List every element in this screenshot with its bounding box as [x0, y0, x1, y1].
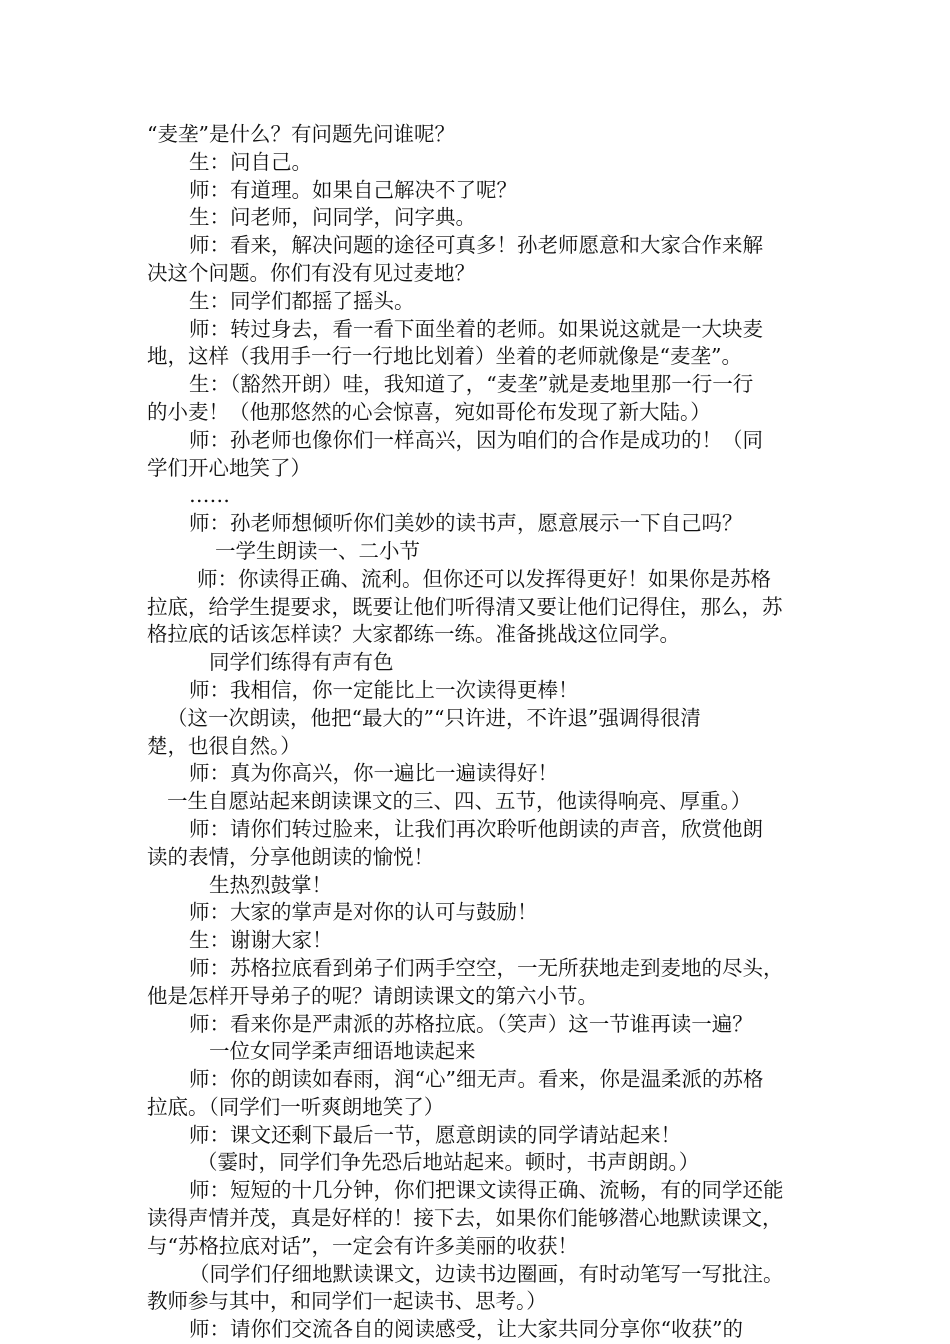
text-line: 楚，也很自然。） [147, 733, 301, 758]
text-line: （这一次朗读，他把“最大的”“只许进，不许退”强调得很清 [167, 705, 701, 730]
text-line: 生热烈鼓掌！ [209, 872, 332, 897]
text-line: 决这个问题。你们有没有见过麦地？ [147, 260, 475, 285]
text-line: 学们开心地笑了） [147, 455, 311, 480]
text-line: 一位女同学柔声细语地读起来 [209, 1039, 476, 1064]
text-line: 拉底。（同学们一听爽朗地笑了） [147, 1094, 445, 1119]
text-line: 教师参与其中，和同学们一起读书、思考。） [147, 1289, 547, 1314]
text-line: 与“苏格拉底对话”，一定会有许多美丽的收获！ [147, 1233, 578, 1258]
text-line: 师：你读得正确、流利。但你还可以发挥得更好！如果你是苏格 [197, 566, 771, 591]
text-line: 读的表情，分享他朗读的愉悦！ [147, 844, 434, 869]
text-line: 格拉底的话该怎样读？大家都练一练。准备挑战这位同学。 [147, 622, 680, 647]
text-line: 师：请你们转过脸来，让我们再次聆听他朗读的声音，欣赏他朗 [189, 816, 763, 841]
text-line: （同学们仔细地默读课文，边读书边圈画，有时动笔写一写批注。 [189, 1261, 784, 1286]
text-line: 师：请你们交流各自的阅读感受，让大家共同分享你“收获”的 [189, 1317, 743, 1342]
text-line: 师：大家的掌声是对你的认可与鼓励！ [189, 900, 538, 925]
text-line: 师：短短的十几分钟，你们把课文读得正确、流畅，有的同学还能 [189, 1178, 784, 1203]
text-line: 师：真为你高兴，你一遍比一遍读得好！ [189, 761, 558, 786]
text-line: 师：孙老师也像你们一样高兴，因为咱们的合作是成功的！（同 [189, 427, 763, 452]
text-line: 一学生朗读一、二小节 [215, 538, 420, 563]
text-line: 师：苏格拉底看到弟子们两手空空，一无所获地走到麦地的尽头， [189, 955, 784, 980]
text-line: 读得声情并茂，真是好样的！接下去，如果你们能够潜心地默读课文， [147, 1206, 783, 1231]
text-line: 师：看来，解决问题的途径可真多！孙老师愿意和大家合作来解 [189, 233, 763, 258]
text-line: 生：问自己。 [189, 149, 312, 174]
text-line: 拉底，给学生提要求，既要让他们听得清又要让他们记得住，那么，苏 [147, 594, 783, 619]
text-line: 师：课文还剩下最后一节，愿意朗读的同学请站起来！ [189, 1122, 681, 1147]
text-line: 师：你的朗读如春雨，润“心”细无声。看来，你是温柔派的苏格 [189, 1067, 764, 1092]
text-line: …… [189, 483, 230, 508]
text-line: 师：看来你是严肃派的苏格拉底。（笑声）这一节谁再读一遍？ [189, 1011, 753, 1036]
text-line: 师：转过身去，看一看下面坐着的老师。如果说这就是一大块麦 [189, 316, 763, 341]
text-line: 师：我相信，你一定能比上一次读得更棒！ [189, 677, 579, 702]
text-line: 生：问老师，问同学，问字典。 [189, 205, 476, 230]
text-line: 师：孙老师想倾听你们美妙的读书声，愿意展示一下自己吗？ [189, 511, 743, 536]
text-line: 他是怎样开导弟子的呢？请朗读课文的第六小节。 [147, 983, 598, 1008]
text-line: 生：（豁然开朗）哇，我知道了，“麦垄”就是麦地里那一行一行 [189, 372, 754, 397]
text-line: 一生自愿站起来朗读课文的三、四、五节，他读得响亮、厚重。） [167, 789, 752, 814]
text-line: “麦垄”是什么？有问题先问谁呢？ [147, 122, 455, 146]
text-line: 生：同学们都摇了摇头。 [189, 288, 415, 313]
text-line: 的小麦！（他那悠然的心会惊喜，宛如哥伦布发现了新大陆。） [147, 399, 711, 424]
text-line: 师：有道理。如果自己解决不了呢？ [189, 177, 517, 202]
text-line: 同学们练得有声有色 [209, 650, 394, 675]
text-line: （霎时，同学们争先恐后地站起来。顿时，书声朗朗。） [197, 1150, 700, 1175]
lesson-transcript-text [147, 121, 807, 1344]
text-line: 生：谢谢大家！ [189, 928, 333, 953]
text-line: 地，这样（我用手一行一行地比划着）坐着的老师就像是“麦垄”。 [147, 344, 742, 369]
